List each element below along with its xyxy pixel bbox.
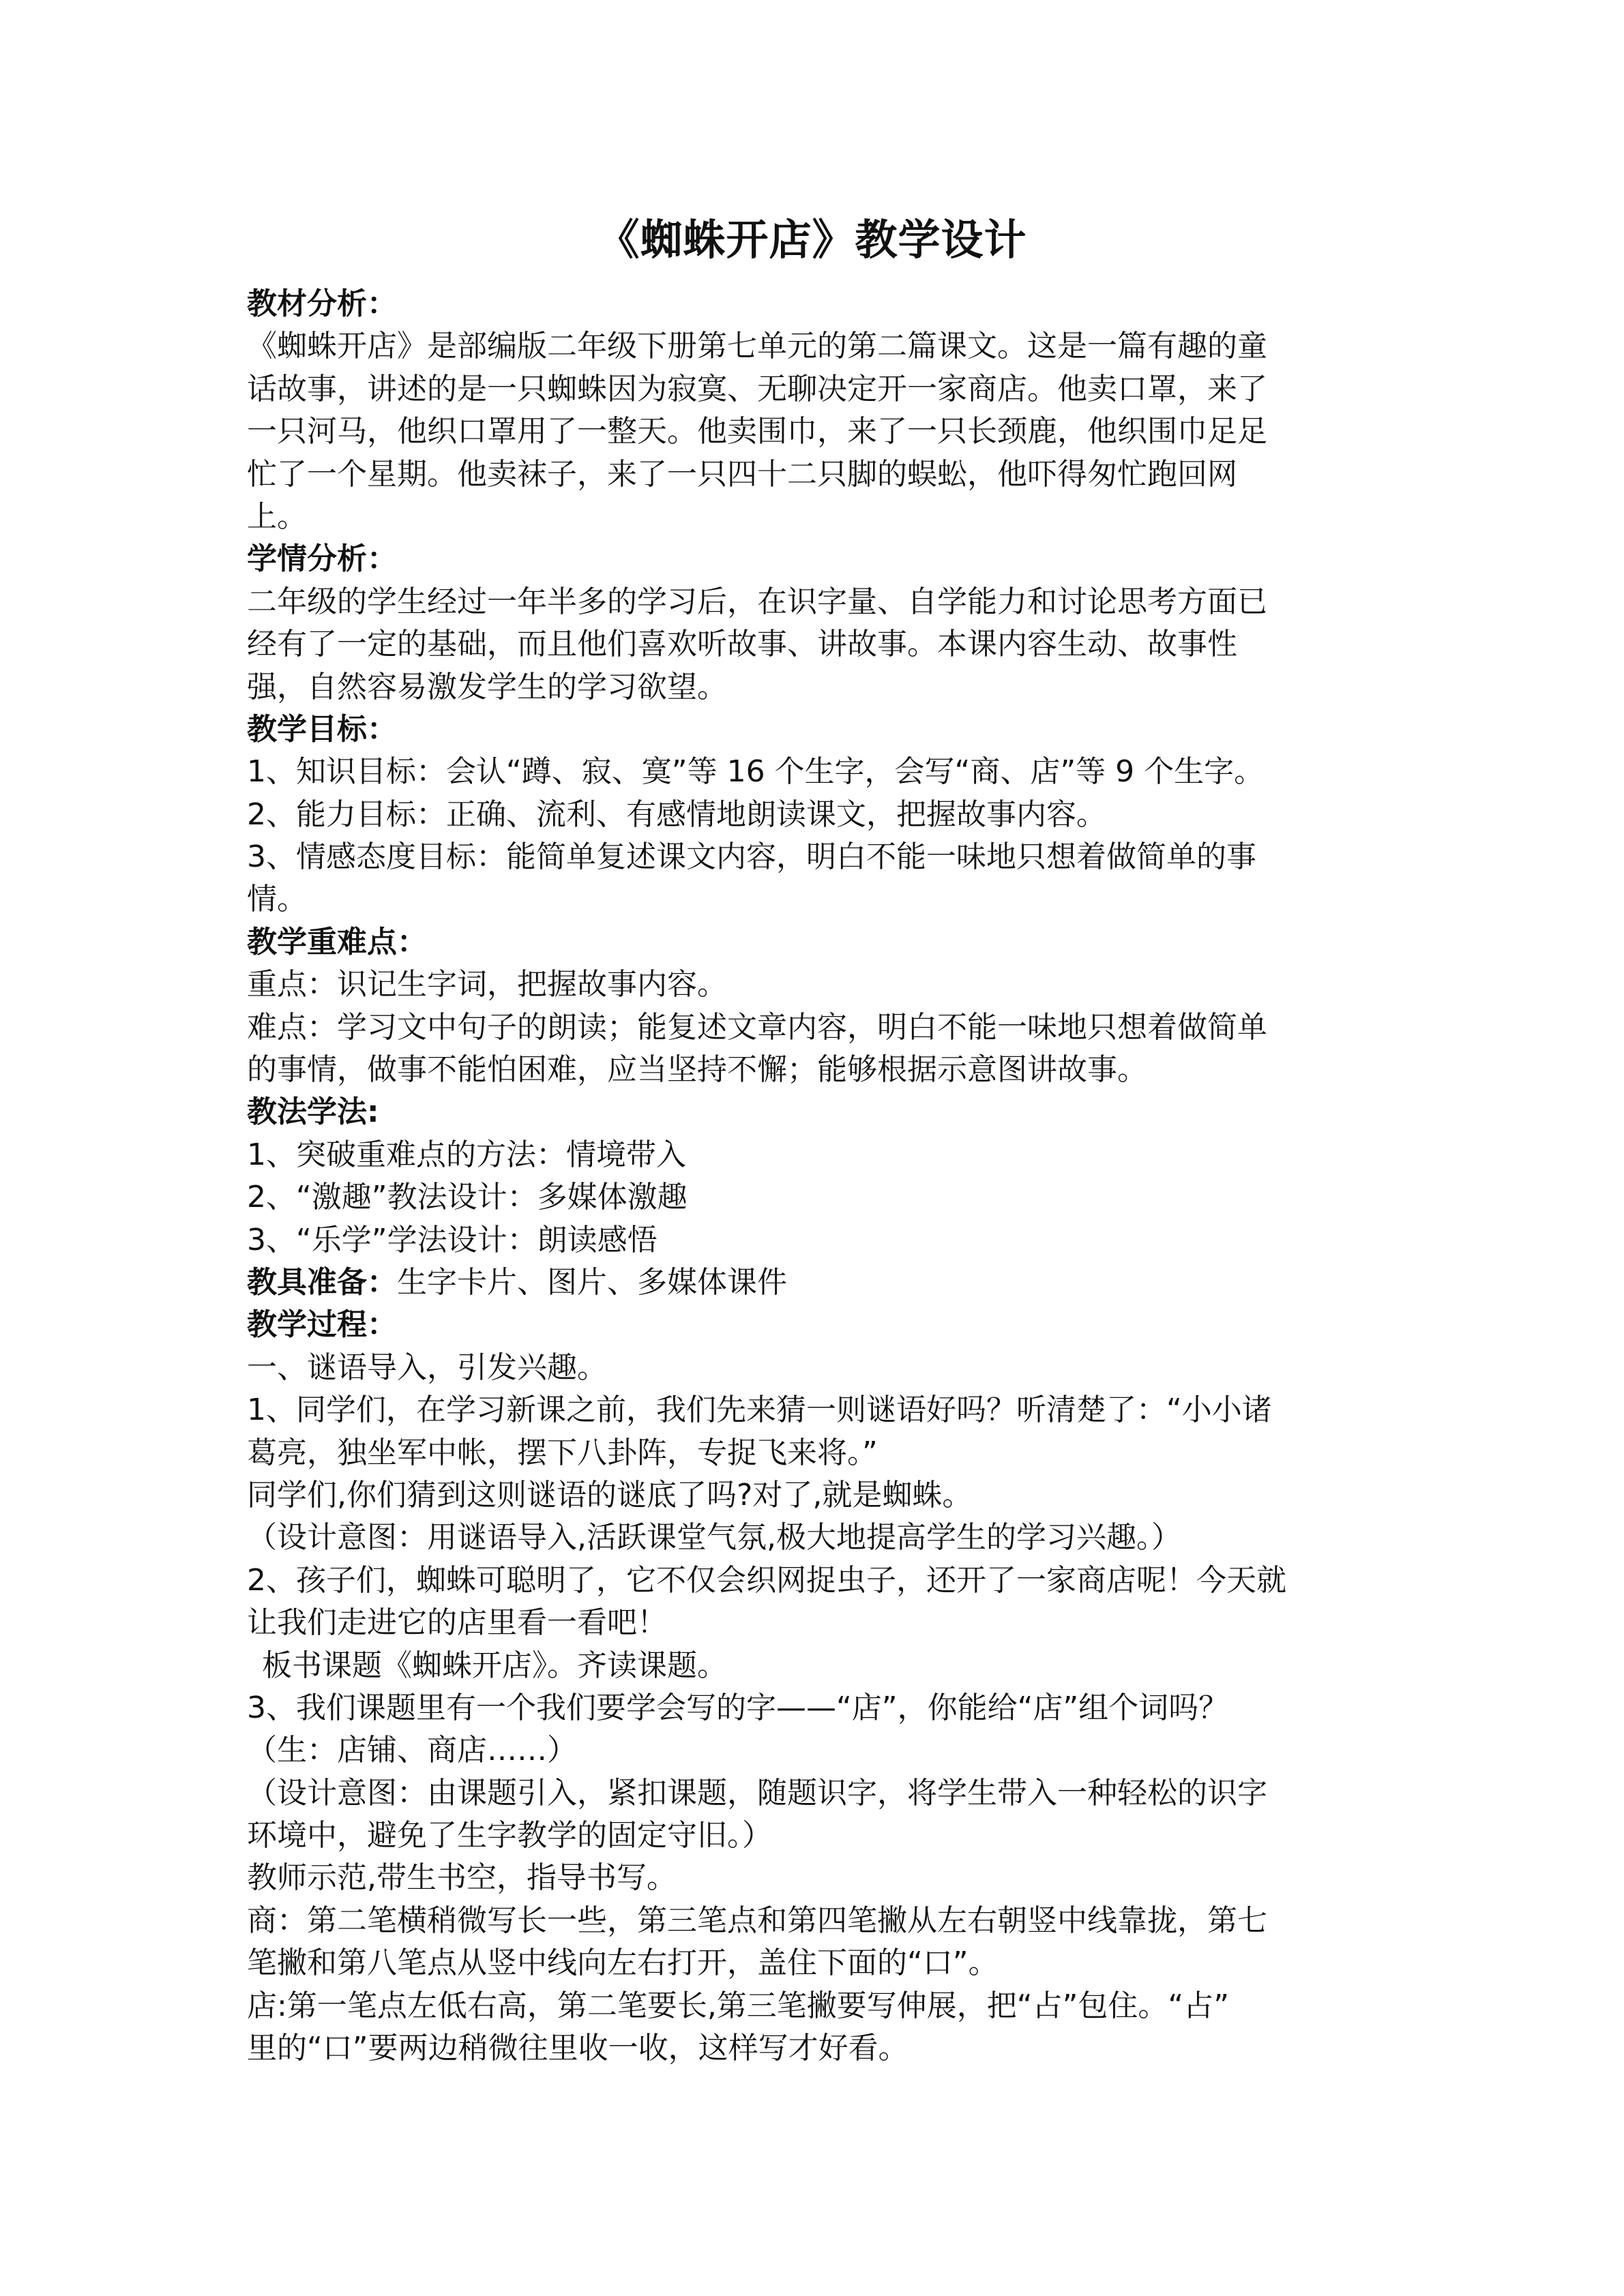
paragraph-line: 同学们,你们猜到这则谜语的谜底了吗?对了,就是蜘蛛。 bbox=[247, 1477, 973, 1512]
page-title: 《蜘蛛开店》教学设计 bbox=[597, 215, 1027, 265]
paragraph-line: 话故事，讲述的是一只蜘蛛因为寂寞、无聊决定开一家商店。他卖口罩，来了 bbox=[247, 371, 1267, 406]
paragraph-line: 店:第一笔点左低右高，第二笔要长,第三笔撇要写伸展，把“占”包住。“占” bbox=[247, 1988, 1229, 2023]
design-intent-line: （设计意图：用谜语导入,活跃课堂气氛,极大地提高学生的学习兴趣。） bbox=[247, 1520, 1181, 1555]
heading-teaching-goals: 教学目标： bbox=[247, 711, 397, 747]
list-item: 2、能力目标：正确、流利、有感情地朗读课文，把握故事内容。 bbox=[247, 796, 1106, 832]
paragraph-line: 笔撇和第八笔点从竖中线向左右打开，盖住下面的“口”。 bbox=[247, 1945, 999, 1981]
heading-teaching-tools: 教具准备： bbox=[247, 1264, 397, 1300]
paragraph-line: 情。 bbox=[247, 882, 307, 917]
paragraph-line: 重点：识记生字词，把握故事内容。 bbox=[247, 967, 727, 1002]
paragraph-line: 的事情，做事不能怕困难，应当坚持不懈；能够根据示意图讲故事。 bbox=[247, 1052, 1147, 1088]
paragraph-line: 教师示范,带生书空，指导书写。 bbox=[247, 1860, 677, 1896]
paragraph-line: 2、孩子们，蜘蛛可聪明了，它不仅会织网捉虫子，还开了一家商店呢！今天就 bbox=[247, 1562, 1286, 1598]
paragraph-line: 《蜘蛛开店》是部编版二年级下册第七单元的第二篇课文。这是一篇有趣的童 bbox=[247, 329, 1267, 364]
design-intent-line: 环境中，避免了生字教学的固定守旧。） bbox=[247, 1818, 772, 1853]
paragraph-line: 里的“口”要两边稍微往里收一收，这样写才好看。 bbox=[247, 2031, 909, 2066]
paragraph-line: 一只河马，他织口罩用了一整天。他卖围巾，来了一只长颈鹿，他织围巾足足 bbox=[247, 414, 1267, 449]
paragraph-line: 1、同学们，在学习新课之前，我们先来猜一则谜语好吗？听清楚了：“小小诸 bbox=[247, 1392, 1272, 1428]
list-item: 1、突破重难点的方法：情境带入 bbox=[247, 1137, 686, 1172]
list-item: 1、知识目标：会认“蹲、寂、寞”等 16 个生字，会写“商、店”等 9 个生字。 bbox=[247, 754, 1265, 790]
paragraph-line: 3、我们课题里有一个我们要学会写的字——“店”，你能给“店”组个词吗？ bbox=[247, 1690, 1229, 1725]
heading-material-analysis: 教材分析： bbox=[247, 286, 397, 321]
design-intent-line: （设计意图：由课题引入，紧扣课题，随题识字，将学生带入一种轻松的识字 bbox=[247, 1775, 1267, 1810]
paragraph-line: 上。 bbox=[247, 498, 307, 534]
paragraph-line: （生：店铺、商店……） bbox=[247, 1733, 577, 1768]
paragraph-line: 葛亮，独坐军中帐，摆下八卦阵，专捉飞来将。” bbox=[247, 1435, 878, 1470]
list-item: 3、“乐学”学法设计：朗读感悟 bbox=[247, 1222, 658, 1257]
teaching-tools-line bbox=[247, 1262, 1393, 1304]
list-item: 3、情感态度目标：能简单复述课文内容，明白不能一味地只想着做简单的事 bbox=[247, 839, 1256, 875]
paragraph-line: 板书课题《蜘蛛开店》。齐读课题。 bbox=[262, 1648, 727, 1683]
paragraph-line: 强，自然容易激发学生的学习欲望。 bbox=[247, 669, 727, 704]
heading-student-analysis: 学情分析： bbox=[247, 541, 397, 577]
paragraph-line: 难点：学习文中句子的朗读；能复述文章内容，明白不能一味地只想着做简单 bbox=[247, 1009, 1267, 1045]
heading-methods: 教法学法: bbox=[247, 1094, 379, 1130]
paragraph-line: 二年级的学生经过一年半多的学习后，在识字量、自学能力和讨论思考方面已 bbox=[247, 584, 1267, 619]
list-item: 2、“激趣”教法设计：多媒体激趣 bbox=[247, 1180, 688, 1215]
paragraph-line: 让我们走进它的店里看一看吧！ bbox=[247, 1605, 667, 1641]
heading-key-points: 教学重难点： bbox=[247, 924, 427, 959]
paragraph-line: 忙了一个星期。他卖袜子，来了一只四十二只脚的蜈蚣，他吓得匆忙跑回网 bbox=[247, 456, 1237, 492]
document-body bbox=[247, 283, 1393, 2070]
section-title: 一、谜语导入，引发兴趣。 bbox=[247, 1350, 607, 1385]
paragraph-line: 商：第二笔横稍微写长一些，第三笔点和第四笔撇从左右朝竖中线靠拢，第七 bbox=[247, 1903, 1267, 1938]
teaching-tools-text: 生字卡片、图片、多媒体课件 bbox=[397, 1264, 787, 1300]
paragraph-line: 经有了一定的基础，而且他们喜欢听故事、讲故事。本课内容生动、故事性 bbox=[247, 627, 1237, 662]
heading-teaching-process: 教学过程： bbox=[247, 1307, 397, 1343]
